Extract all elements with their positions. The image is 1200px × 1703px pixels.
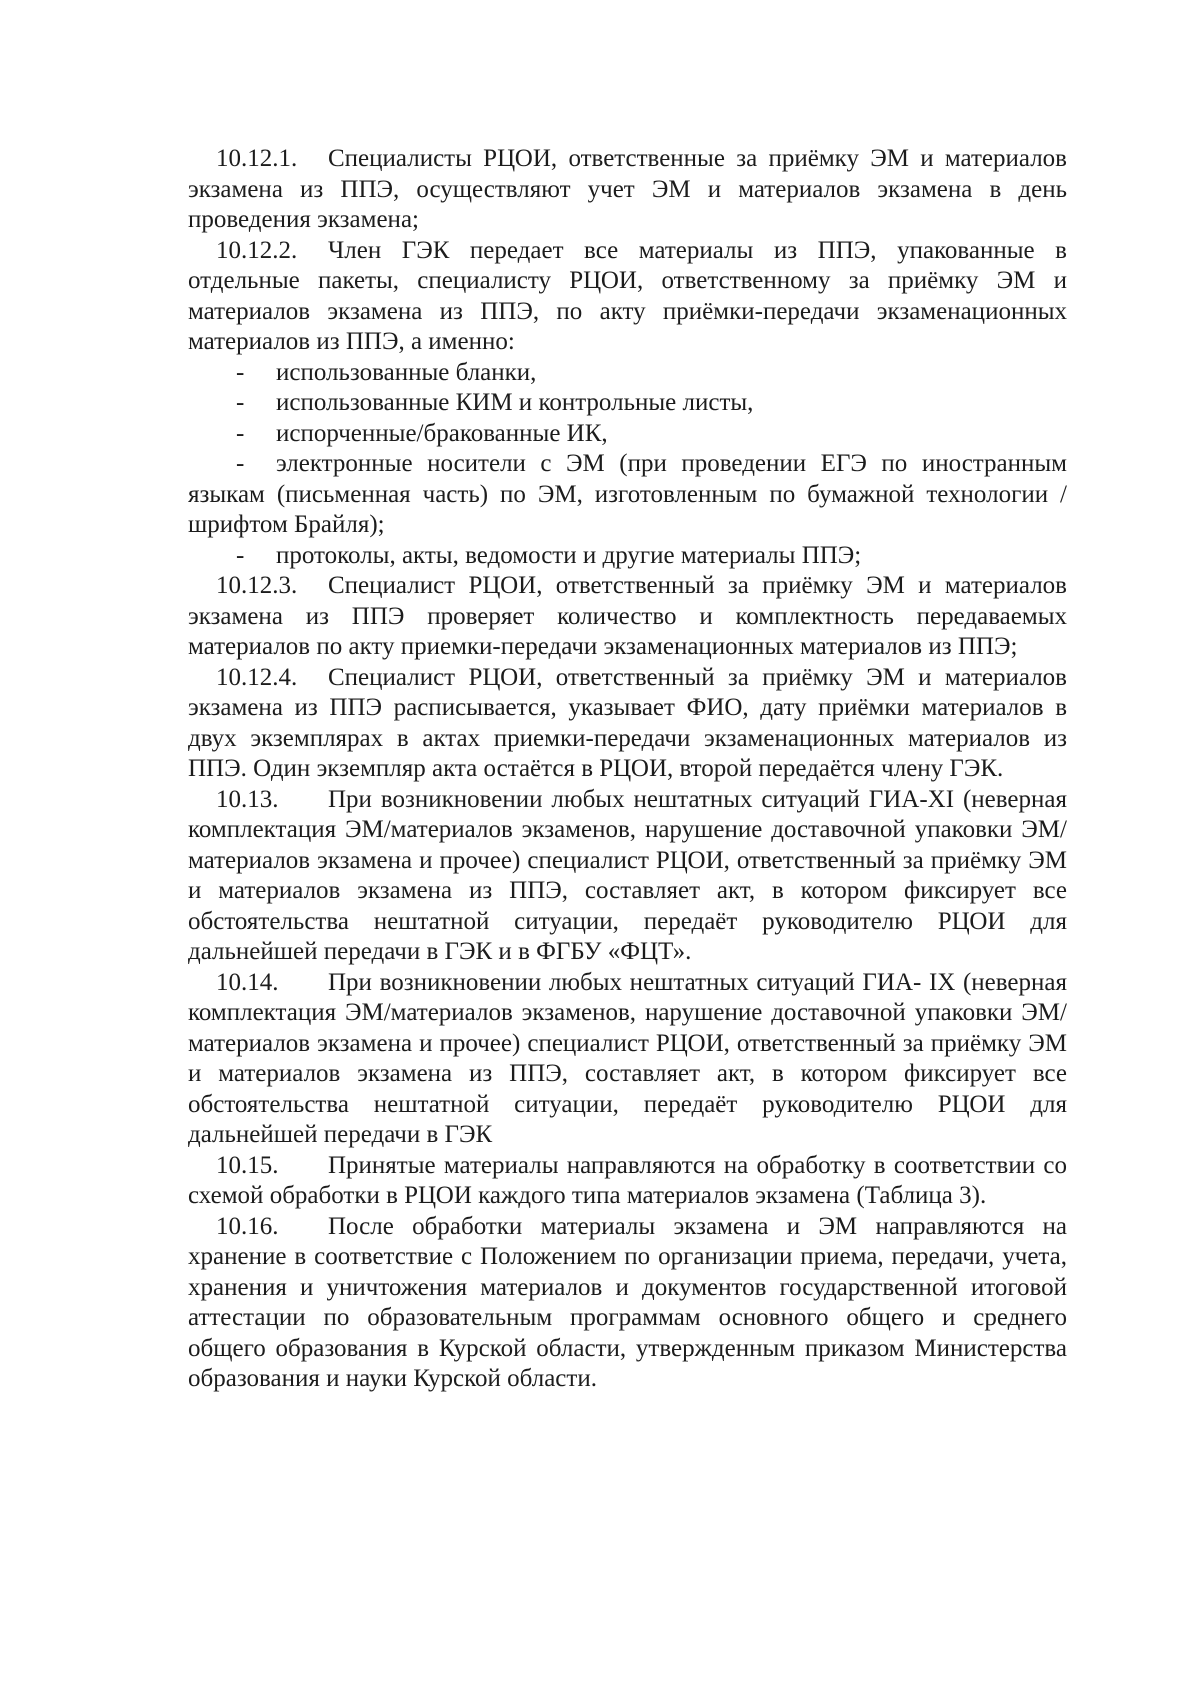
paragraph-10-12-4 [188,663,1067,785]
paragraph-text: При возникновении любых нештатных ситуаций ГИА-XI (неверная комплектация ЭМ/материалов экзаменов, нарушение доставочной упаковки ЭМ/материалов экзамена и прочее) специалист РЦОИ, ответственный за приёмку ЭМ и материалов экзамена из ППЭ, составляет акт, в котором фиксирует все обстоятельства нештатной ситуации, передаёт руководителю РЦОИ для дальнейшей передачи в ГЭК и в ФГБУ «ФЦТ». [188,785,1067,965]
paragraph-number: 10.16. [216,1212,279,1240]
paragraph-number: 10.12.3. [216,572,298,599]
paragraph-10-12-1 [188,144,1067,236]
paragraph-number: 10.15. [216,1151,279,1179]
paragraph-number: 10.14. [216,968,279,996]
paragraph-10-14 [188,968,1067,1151]
paragraph-text: Специалист РЦОИ, ответственный за приёмку ЭМ и материалов экзамена из ППЭ проверяет количество и комплектность передаваемых материалов по акту приемки-передачи экзаменационных материалов из ППЭ; [188,572,1067,660]
list-item-text: протоколы, акты, ведомости и другие материалы ППЭ; [276,541,862,569]
list-item-text: использованные КИМ и контрольные листы, [276,389,754,416]
list-item-text: электронные носители с ЭМ (при проведении ЕГЭ по иностранным языкам (письменная часть) по ЭМ, изготовленным по бумажной технологии / шрифтом Брайля); [188,450,1067,538]
list-item-text: испорченные/бракованные ИК, [276,419,608,447]
list-dash: - [236,541,245,569]
paragraph-10-13 [188,785,1067,968]
list-item [188,388,1067,419]
paragraph-10-12-2 [188,236,1067,358]
list-item [188,541,1067,572]
paragraph-10-15 [188,1151,1067,1212]
paragraph-text: При возникновении любых нештатных ситуаций ГИА- IX (неверная комплектация ЭМ/материалов экзаменов, нарушение доставочной упаковки ЭМ/материалов экзамена и прочее) специалист РЦОИ, ответственный за приёмку ЭМ и материалов экзамена из ППЭ, составляет акт, в котором фиксирует все обстоятельства нештатной ситуации, передаёт руководителю РЦОИ для дальнейшей передачи в ГЭК [188,968,1067,1148]
paragraph-text: После обработки материалы экзамена и ЭМ направляются на хранение в соответствие с Положением по организации приема, передачи, учета, хранения и уничтожения материалов и документов государственной итоговой аттестации по образовательным программам основного общего и среднего общего образования в Курской области, утвержденным приказом Министерства образования и науки Курской области. [188,1212,1067,1392]
paragraph-text: Специалисты РЦОИ, ответственные за приёмку ЭМ и материалов экзамена из ППЭ, осуществляют учет ЭМ и материалов экзамена в день проведения экзамена; [188,145,1067,233]
list-item [188,449,1067,541]
paragraph-number: 10.12.4. [216,663,298,691]
list-item [188,358,1067,389]
list-dash: - [236,389,245,416]
paragraph-number: 10.12.2. [216,236,298,264]
list-item [188,419,1067,450]
list-item-text: использованные бланки, [276,358,537,386]
paragraph-text: Член ГЭК передает все материалы из ППЭ, упакованные в отдельные пакеты, специалисту РЦОИ, ответственному за приёмку ЭМ и материалов экзамена из ППЭ, по акту приёмки-передачи экзаменационных материалов из ППЭ, а именно: [188,236,1067,355]
paragraph-number: 10.12.1. [216,145,298,172]
paragraph-text: Принятые материалы направляются на обработку в соответствии со схемой обработки в РЦОИ каждого типа материалов экзамена (Таблица 3). [188,1151,1067,1209]
list-dash: - [236,358,245,386]
paragraph-10-16 [188,1212,1067,1395]
paragraph-10-12-3 [188,571,1067,663]
document-body [188,144,1067,1395]
list-dash: - [236,450,245,477]
paragraph-text: Специалист РЦОИ, ответственный за приёмку ЭМ и материалов экзамена из ППЭ расписывается, указывает ФИО, дату приёмки материалов в двух экземплярах в актах приемки-передачи экзаменационных материалов из ППЭ. Один экземпляр акта остаётся в РЦОИ, второй передаётся члену ГЭК. [188,663,1067,782]
paragraph-number: 10.13. [216,785,279,813]
list-dash: - [236,419,245,447]
